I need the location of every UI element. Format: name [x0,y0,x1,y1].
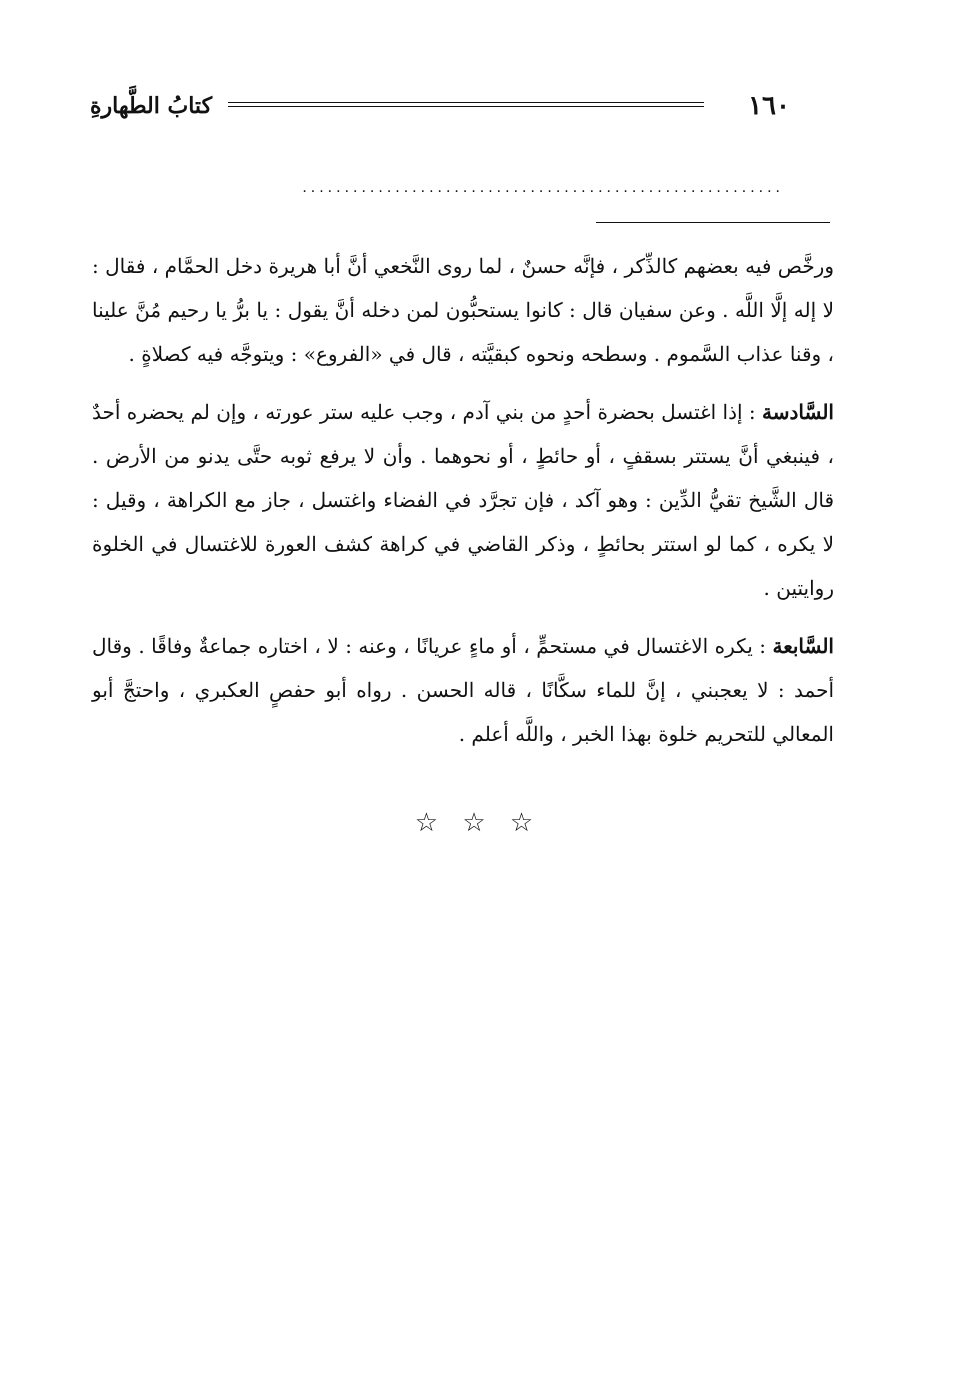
paragraph-text: : يكره الاغتسال في مستحمٍّ ، أو ماءٍ عريانًا ، وعنه : لا ، اختاره جماعةٌ وفاقًا . وقال أحمد : لا يعجبني ، إنَّ للماء سكَّانًا ، قاله الحسن . رواه أبو حفصٍ العكبري ، واحتجَّ أبو المعالي للتحريم خلوة بهذا الخبر ، واللَّه أعلم . [92,634,835,746]
paragraph-label: السَّابعة [772,634,834,658]
header-rule [228,102,704,107]
page-header [90,86,790,126]
page-number: ١٦٠ [748,91,790,121]
running-title: كتابُ الطَّهارةِ [90,93,213,119]
footnote-rule [596,222,830,223]
main-text [92,244,834,770]
paragraph-label: السَّادسة [762,400,834,424]
paragraph-text: ورخَّص فيه بعضهم كالذِّكر ، فإنَّه حسنٌ ، لما روى النَّخعي أنَّ أبا هريرة دخل الحمَّام ، فقال : لا إله إلَّا اللَّه . وعن سفيان قال : كانوا يستحبُّون لمن دخله أنَّ يقول : يا برُّ يا رحيم مُنَّ علينا ، وقنا عذاب السَّموم . وسطحه ونحوه كبقيَّته ، قال في «الفروع» : ويتوجَّه فيه كصلاةٍ . [92,254,834,366]
paragraph-intro [92,244,834,376]
paragraph-sixth [92,390,834,610]
star-ornament-icon: ☆ ☆ ☆ [414,808,542,838]
paragraph-seventh [92,624,834,756]
paragraph-text: : إذا اغتسل بحضرة أحدٍ من بني آدم ، وجب عليه ستر عورته ، وإن لم يحضره أحدٌ ، فينبغي أنَّ يستتر بسقفٍ ، أو حائطٍ ، أو نحوهما . وأن لا يرفع ثوبه حتَّى يدنو من الأرض . قال الشَّيخ تقيُّ الدِّين : وهو آكد ، فإن تجرَّد في الفضاء واغتسل ، جاز مع الكراهة ، وقيل : لا يكره ، كما لو استتر بحائطٍ ، وذكر القاضي في كراهة كشف العورة للاغتسال في الخلوة روايتين . [91,400,834,600]
dotted-separator: ························································· [302,184,784,200]
